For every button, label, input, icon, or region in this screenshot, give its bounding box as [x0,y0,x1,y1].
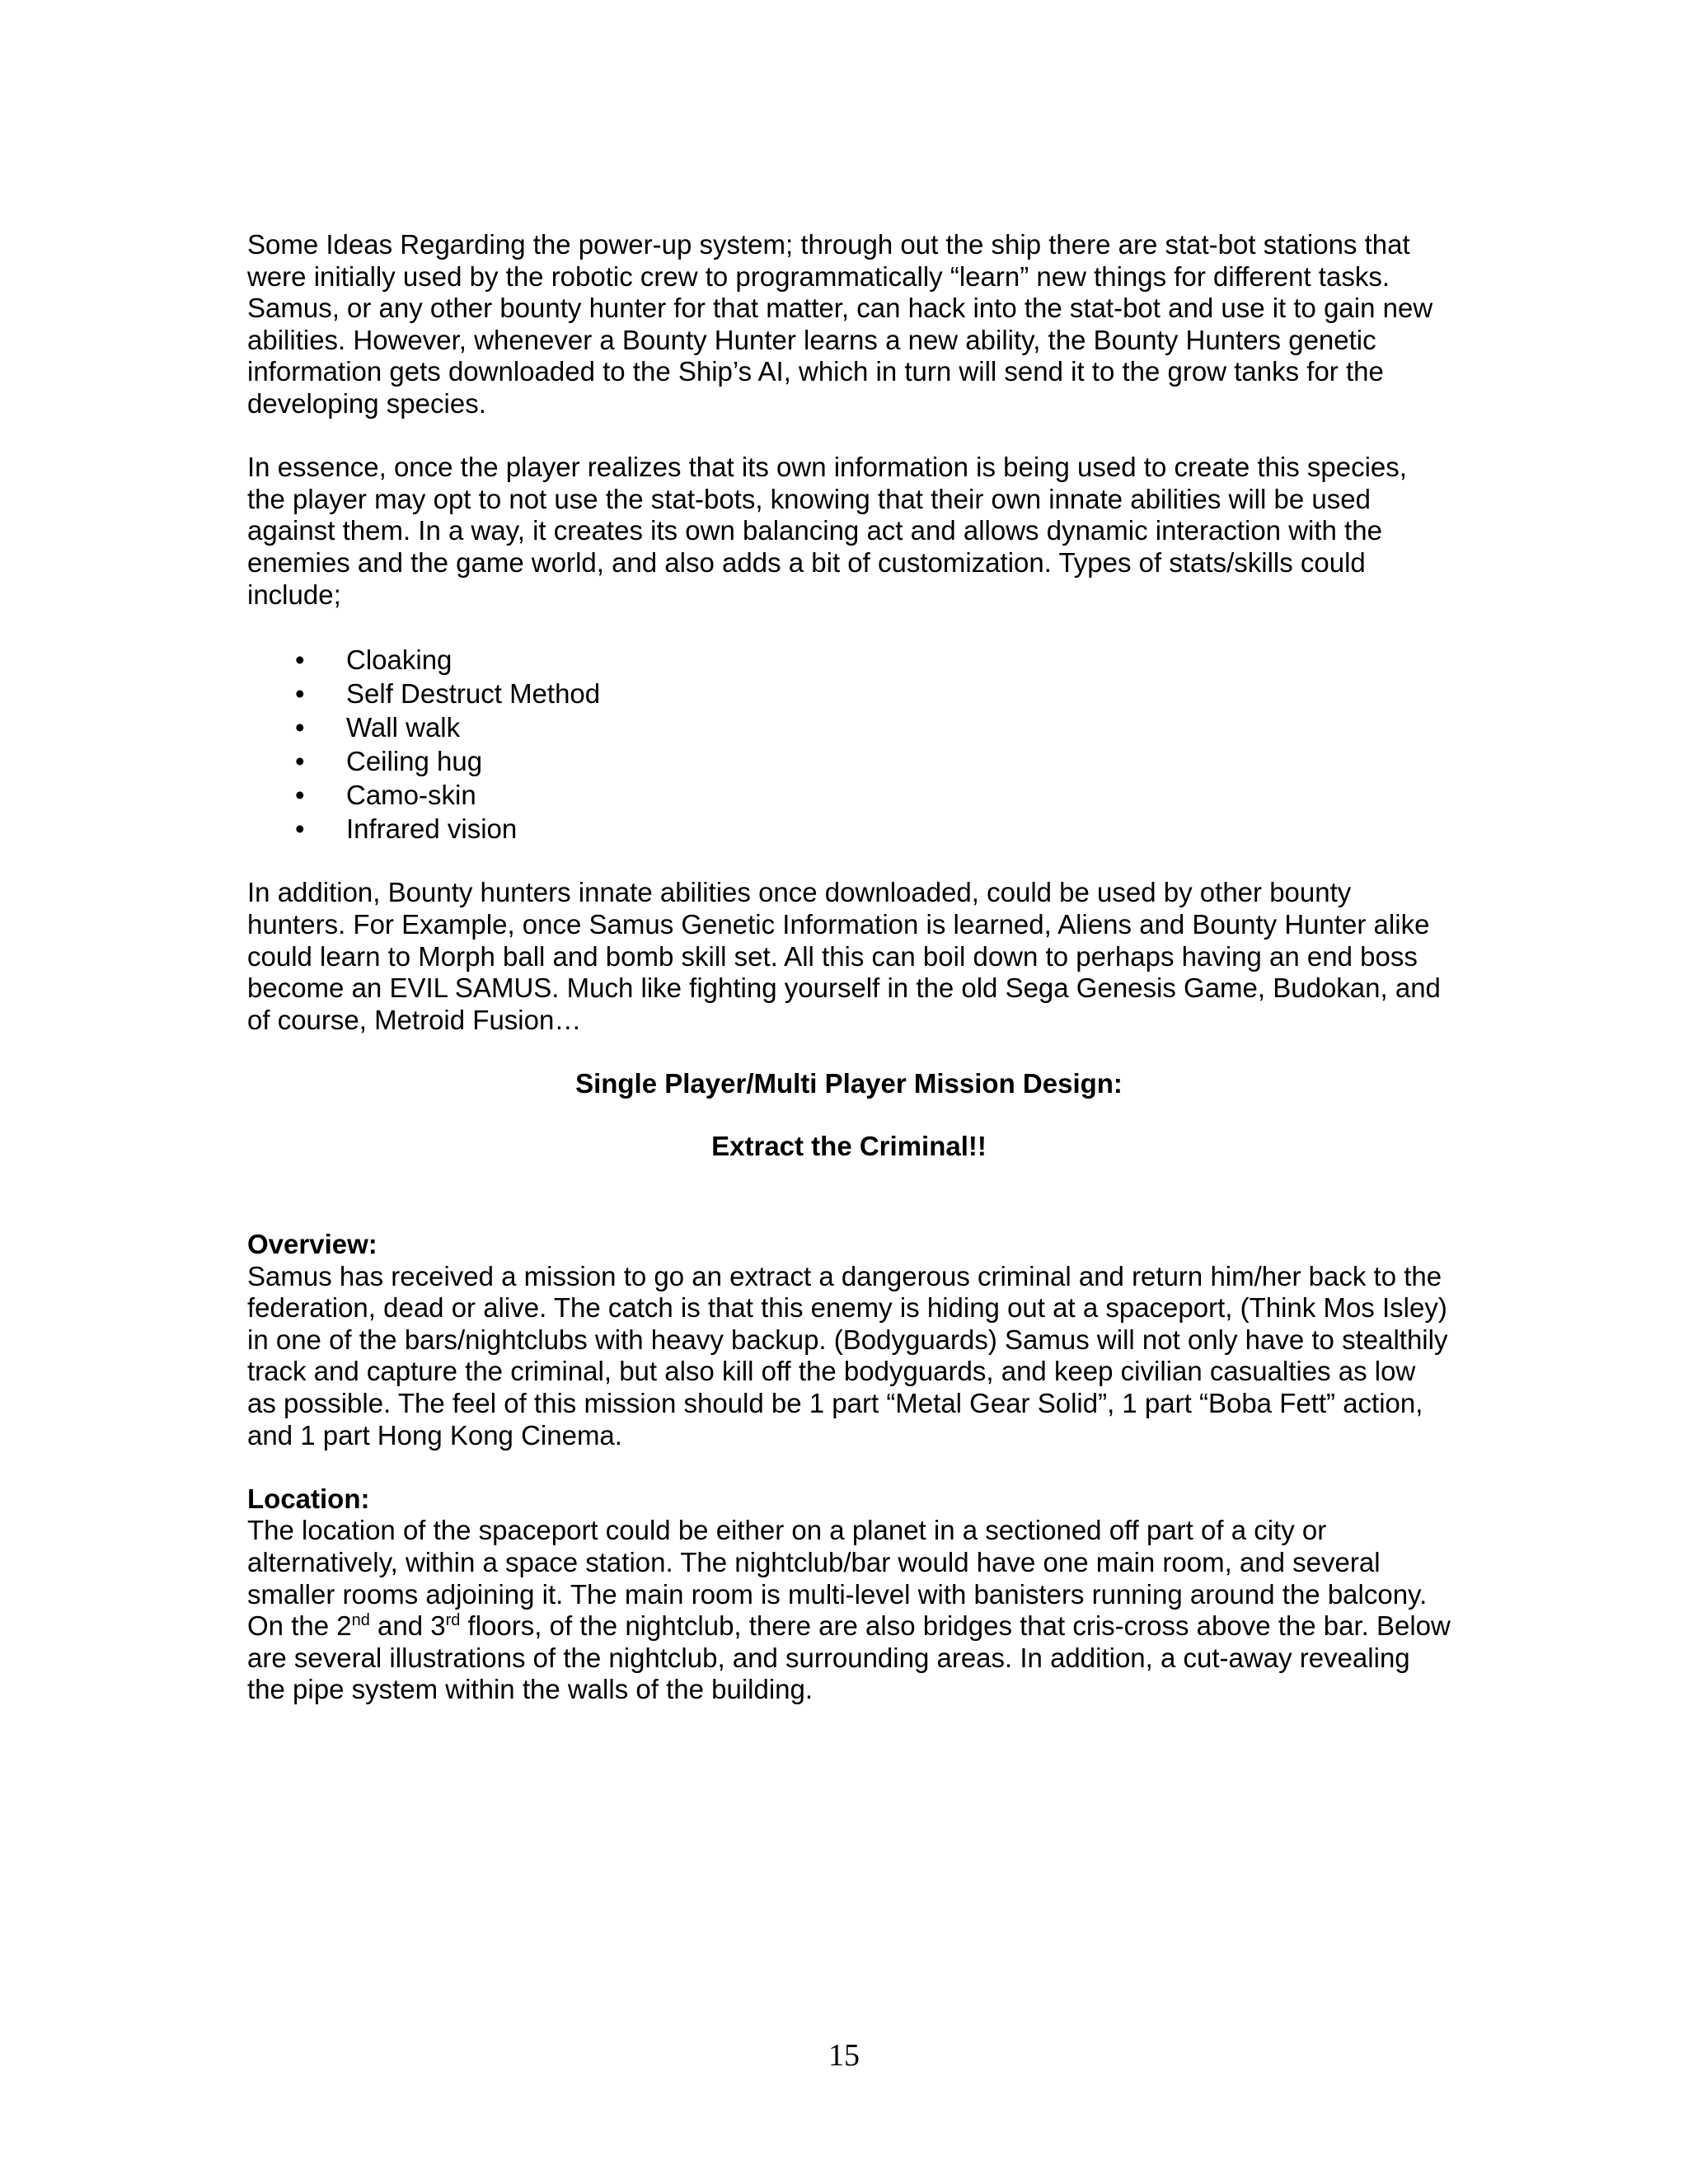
mission-title: Extract the Criminal!! [711,1131,987,1162]
addition-paragraph: In addition, Bounty hunters innate abilities once downloaded, could be used by other bounty hunters. For Example, once Samus Genetic Information is learned, Aliens and Bounty Hunter alike could learn to Morph ball and bomb skill set. All this can boil down to perhaps having an end boss become an EVIL SAMUS. Much like fighting yourself in the old Sega Genesis Game, Budokan, and of course, Metroid Fusion… [247,877,1441,1035]
bullet-icon: • [295,745,305,776]
overview-heading: Overview: [247,1229,377,1260]
bullet-icon: • [295,677,305,709]
list-item-label: Ceiling hug [346,745,483,776]
list-item [247,643,1451,677]
intro-paragraph: Some Ideas Regarding the power-up system; through out the ship there are stat-bot stations that were initially used by the robotic crew to programmatically “learn” new things for different tasks. Samus, or any other bounty hunter for that matter, can hack into the stat-bot and use it to gain new abilities. However, whenever a Bounty Hunter learns a new ability, the Bounty Hunters genetic information gets downloaded to the Ship’s AI, which in turn will send it to the grow tanks for the developing species. [247,229,1433,419]
bullet-icon: • [295,711,305,743]
list-item-label: Infrared vision [346,813,518,844]
list-item-label: Wall walk [346,711,461,743]
ordinal-suffix: nd [351,1611,370,1630]
list-item [247,677,1451,710]
mission-design-heading: Single Player/Multi Player Mission Design: [575,1067,1123,1099]
essence-paragraph: In essence, once the player realizes that its own information is being used to create this species, the player may opt to not use the stat-bots, knowing that their own innate abilities will be used against them. In a way, it creates its own balancing act and allows dynamic interaction with the enemies and the game world, and also adds a bit of customization. Types of stats/skills could include; [247,452,1407,610]
list-item-label: Self Destruct Method [346,677,601,709]
page-number: 15 [828,2038,860,2073]
skills-list [247,643,1451,846]
bullet-icon: • [295,644,305,675]
location-text-part: The location of the spaceport could be either on a planet in a sectioned off part of a city or alternatively, within a space station. The nightclub/bar would have one main room, and several smaller rooms adjoining it. The main room is multi-level with banisters running around the balcony. On the 2 [247,1515,1428,1642]
document-page [247,229,1451,1738]
list-item-label: Cloaking [346,644,452,675]
location-paragraph [247,1515,1451,1706]
bullet-icon: • [295,813,305,844]
location-text-part: and 3 [369,1610,446,1642]
location-heading: Location: [247,1483,370,1514]
list-item [247,812,1451,846]
overview-paragraph: Samus has received a mission to go an extract a dangerous criminal and return him/her back to the federation, dead or alive. The catch is that this enemy is hiding out at a spaceport, (Think Mos Isley) in one of the bars/nightclubs with heavy backup. (Bodyguards) Samus will not only have to stealthily track and capture the criminal, but also kill off the bodyguards, and keep civilian casualties as low as possible. The feel of this mission should be 1 part “Metal Gear Solid”, 1 part “Boba Fett” action, and 1 part Hong Kong Cinema. [247,1260,1448,1451]
list-item [247,710,1451,744]
bullet-icon: • [295,779,305,810]
ordinal-suffix: rd [445,1611,461,1630]
list-item [247,778,1451,812]
location-text-part: floors, of the nightclub, there are also bridges that cris-cross above the bar. Below are several illustrations of the nightclub, and surrounding areas. In addition, a cut-away revealing the pipe system within the walls of the building. [247,1610,1451,1705]
list-item-label: Camo-skin [346,779,476,810]
list-item [247,744,1451,778]
